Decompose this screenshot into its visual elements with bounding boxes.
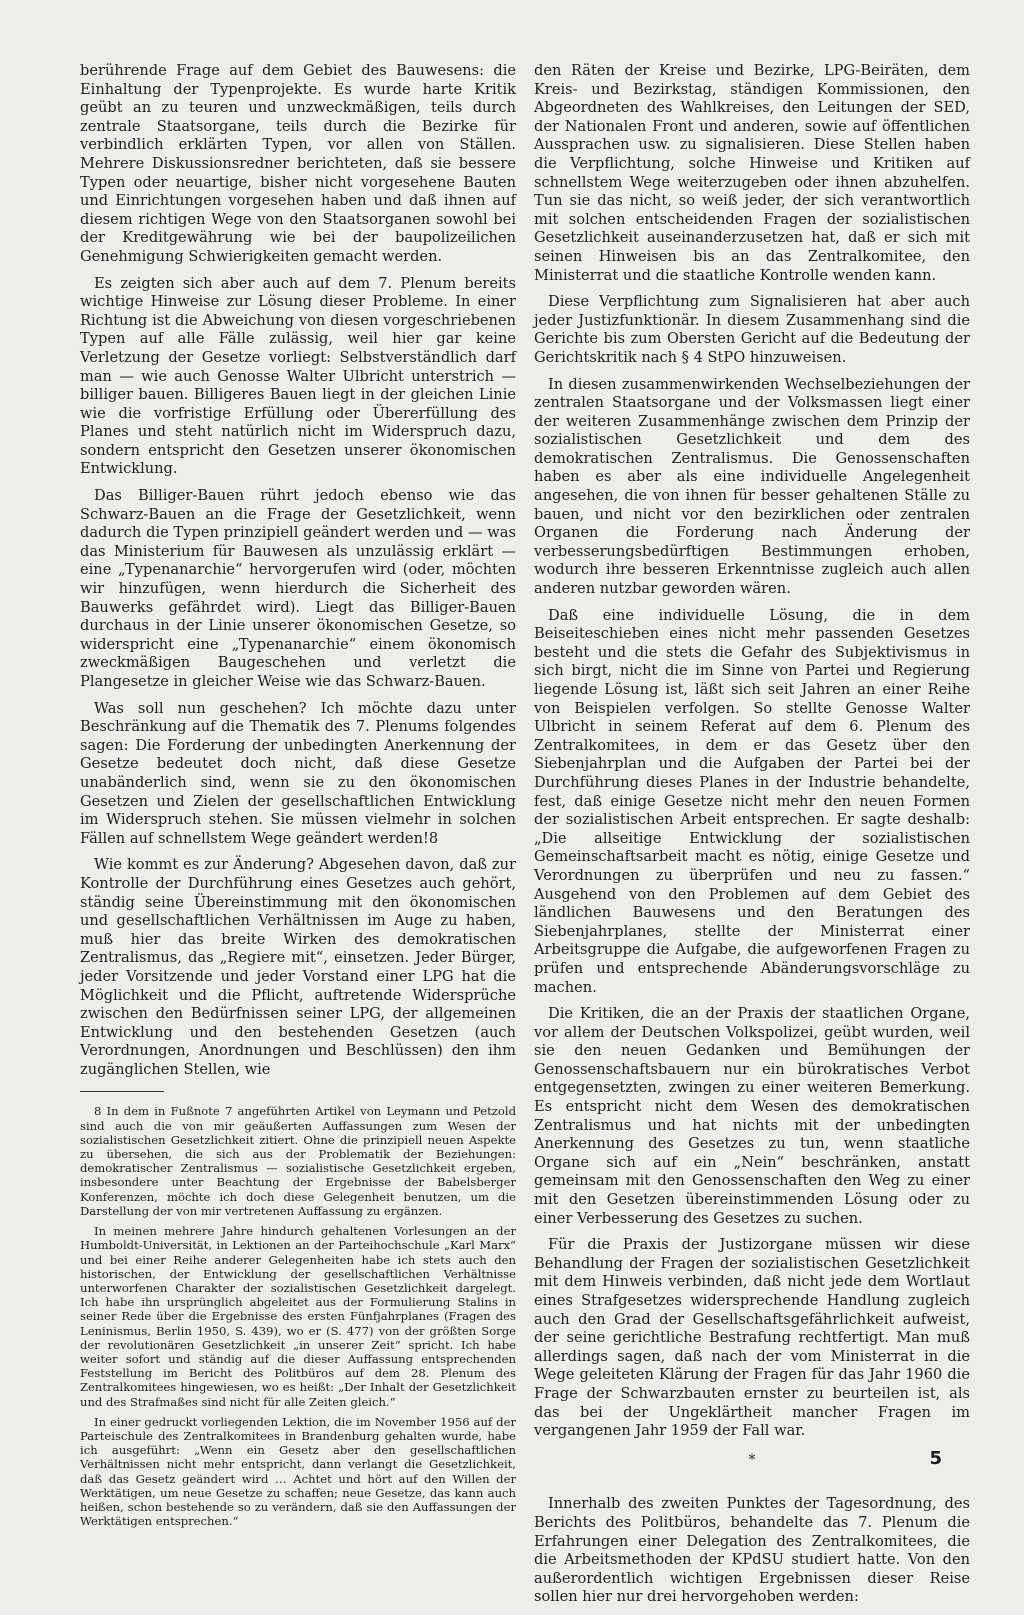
footnote-paragraph: In meinen mehrere Jahre hindurch gehaltenen Vorlesungen an der Humboldt-Universität, in Lektionen an der Parteihochschule „Karl Marx“ und bei einer Reihe anderer Gelegenheiten habe ich stets auch den historischen, der Entwicklung der gesellschaftlichen Verhältnisse unterworfenen Charakter der sozialistischen Gesetzlichkeit dargelegt. Ich habe ihn ursprünglich abgeleitet aus der Formulierung Stalins in seiner Rede über die Ergebnisse des ersten Fünfjahrplanes (Fragen des Leninismus, Berlin 1950, S. 439), wo er (S. 477) von der größten Sorge der revolutionären Gesetzlichkeit „in unserer Zeit“ spricht. Ich habe weiter sofort und ständig auf die dieser Auffassung entsprechenden Feststellung im Bericht des Politbüros auf dem 28. Plenum des Zentralkomitees hingewiesen, wo es heißt: „Der Inhalt der Gesetzlichkeit und des Strafmaßes sind nicht für alle Zeiten gleich.“ [80, 1224, 516, 1409]
body-paragraph: berührende Frage auf dem Gebiet des Bauwesens: die Einhaltung der Typenprojekte. Es wurde harte Kritik geübt an zu teuren und unzweckmäßigen, teils durch zentrale Staatsorgane, teils durch die Bezirke für verbindlich erklärten Typen, vor allen von Ställen. Mehrere Diskussionsredner berichteten, daß sie bessere Typen oder neuartige, bisher nicht vorgesehene Bauten und Einrichtungen vorgesehen haben und daß ihnen auf diesem richtigen Wege von den Staatsorganen sowohl bei der Kreditgewährung wie bei der baupolizeilichen Genehmigung Schwierigkeiten gemacht werden. [80, 62, 516, 265]
page-number: 5 [929, 1448, 942, 1469]
footnotes [80, 1104, 516, 1528]
footnote-8: 8 In dem in Fußnote 7 angeführten Artikel von Leymann und Petzold sind auch die von mir geäußerten Auffassungen zum Wesen der sozialistischen Gesetzlichkeit zitiert. Ohne die prinzipiell neuen Aspekte zu übersehen, die sich aus der Problematik der Beziehungen: demokratischer Zentralismus — sozialistische Gesetzlichkeit ergeben, insbesondere unter Beachtung der Ergebnisse der Babelsberger Konferenzen, möchte ich doch diese Gelegenheit benutzen, um die Darstellung der von mir vertretenen Auffassung zu ergänzen. [80, 1104, 516, 1218]
footnote-paragraph: In einer gedruckt vorliegenden Lektion, die im November 1956 auf der Parteischule des Zentralkomitees in Brandenburg gehalten wurde, habe ich ausgeführt: „Wenn ein Gesetz aber den gesellschaftlichen Verhältnissen nicht mehr entspricht, dann verlangt die Gesetzlichkeit, daß das Gesetz geändert wird … Achtet und hört auf den Willen der Werktätigen, um neue Gesetze zu schaffen; neue Gesetze, das kann auch heißen, schon bestehende so zu verändern, daß sie den Auffassungen der Werktätigen entsprechen.“ [80, 1414, 516, 1529]
footnote-divider [80, 1091, 164, 1092]
body-paragraph: Das Billiger-Bauen rührt jedoch ebenso wie das Schwarz-Bauen an die Frage der Gesetzlichkeit, wenn dadurch die Typen prinzipiell geändert werden und — was das Ministerium für Bauwesen als unzulässig erklärt — eine „Typenanarchie“ hervorgerufen wird (oder, möchten wir hinzufügen, wenn hierdurch die Sicherheit des Bauwerks gefährdet wird). Liegt das Billiger-Bauen durchaus in der Linie unserer ökonomischen Gesetze, so widerspricht eine „Typenanarchie“ einem ökonomisch zweckmäßigen Baugeschehen und verletzt die Plangesetze in gleicher Weise wie das Schwarz-Bauen. [80, 487, 516, 690]
body-paragraph: Wie kommt es zur Änderung? Abgesehen davon, daß zur Kontrolle der Durchführung eines Gesetzes auch gehört, ständig seine Übereinstimmung mit den ökonomischen und gesellschaftlichen Verhältnissen im Auge zu haben, muß hier das breite Wirken des demokratischen Zentralismus, das „Regiere mit“, einsetzen. Jeder Bürger, jeder Vorsitzende und jeder Vorstand einer LPG hat die Möglichkeit und die Pflicht, auftretende Widersprüche zwischen den Bedürfnissen seiner LPG, der allgemeinen Entwicklung und den bestehenden Gesetzen (auch Verordnungen, Anordnungen und Beschlüssen) den ihm zugänglichen Stellen, wie [80, 856, 516, 1078]
section-separator: * [748, 1451, 756, 1468]
body-paragraph: Für die Praxis der Justizorgane müssen wir diese Behandlung der Fragen der sozialistischen Gesetzlichkeit mit dem Hinweis verbinden, daß nicht jede dem Wortlaut eines Strafgesetzes widersprechende Handlung zugleich auch den Grad der Gesellschaftsgefährlichkeit aufweist, der seine gerichtliche Bestrafung rechtfertigt. Man muß allerdings sagen, daß nach der vom Ministerrat in die Wege geleiteten Klärung der Fragen für das Jahr 1960 die Frage der Schwarzbauten ernster zu beurteilen ist, als das bei der Ungeklärtheit mancher Fragen im vergangenen Jahr 1959 der Fall war. [534, 1236, 970, 1440]
closing-paragraph: Innerhalb des zweiten Punktes der Tagesordnung, des Berichts des Politbüros, behandelte das 7. Plenum die Erfahrungen einer Delegation des Zentralkomitees, die die Arbeitsmethoden der KPdSU studiert hatte. Von den außerordentlich wichtigen Ergebnissen dieser Reise sollen hier nur drei hervorgehoben werden: [534, 1495, 970, 1606]
right-column [534, 62, 970, 1615]
body-paragraph: In diesen zusammenwirkenden Wechselbeziehungen der zentralen Staatsorgane und der Volksmassen liegt einer der weiteren Zusammenhänge zwischen dem Prinzip der sozialistischen Gesetzlichkeit und dem des demokratischen Zentralismus. Die Genossenschaften haben es aber als eine individuelle Angelegenheit angesehen, die von ihnen für besser gehaltenen Ställe zu bauen, und nicht vor den bezirklichen oder zentralen Organen die Forderung nach Änderung der verbesserungsbedürftigen Bestimmungen erhoben, wodurch ihre besseren Erkenntnisse zugleich auch allen anderen nutzbar geworden wären. [534, 375, 970, 598]
body-paragraph: Es zeigten sich aber auch auf dem 7. Plenum bereits wichtige Hinweise zur Lösung dieser Probleme. In einer Richtung ist die Abweichung von diesen vorgeschriebenen Typen auf alle Fälle zulässig, weil hier gar keine Verletzung der Gesetze vorliegt: Selbstverständlich darf man — wie auch Genosse Walter Ulbricht unterstrich — billiger bauen. Billigeres Bauen liegt in der gleichen Linie wie die vorfristige Erfüllung oder Übererfüllung des Planes und steht natürlich nicht im Widerspruch dazu, sondern entspricht den Gesetzen unserer ökonomischen Entwicklung. [80, 274, 516, 478]
body-paragraph: Die Kritiken, die an der Praxis der staatlichen Organe, vor allem der Deutschen Volkspolizei, geübt wurden, weil sie den neuen Gedanken und Bemühungen der Genossenschaftsbauern nur ein bürokratisches Verbot entgegensetzten, zwingen zu einer weiteren Bemerkung. Es entspricht nicht dem Wesen des demokratischen Zentralismus und hat nichts mit der unbedingten Anerkennung des Gesetzes zu tun, wenn staatliche Organe sich auf ein „Nein“ beschränken, anstatt gemeinsam mit den Genossenschaften den Weg zu einer mit den Gesetzen übereinstimmenden Lösung oder zu einer Verbesserung des Gesetzes zu suchen. [534, 1005, 970, 1227]
body-paragraph: Was soll nun geschehen? Ich möchte dazu unter Beschränkung auf die Thematik des 7. Plenums folgendes sagen: Die Forderung der unbedingten Anerkennung der Gesetze bedeutet doch nicht, daß diese Gesetze unabänderlich sind, wenn sie zu den ökonomischen Gesetzen und Zielen der gesellschaftlichen Entwicklung im Widerspruch stehen. Sie müssen vielmehr in solchen Fällen auf schnellstem Wege geändert werden!8 [80, 699, 516, 847]
body-paragraph: Daß eine individuelle Lösung, die in dem Beiseiteschieben eines nicht mehr passenden Gesetzes besteht und die stets die Gefahr des Subjektivismus in sich birgt, nicht die im Sinne von Partei und Regierung liegende Lösung ist, läßt sich seit Jahren an einer Reihe von Beispielen verfolgen. So stellte Genosse Walter Ulbricht in seinem Referat auf dem 6. Plenum des Zentralkomitees, in dem er das Gesetz über den Siebenjahrplan und die Aufgaben der Partei bei der Durchführung dieses Planes in der Industrie behandelte, fest, daß einige Gesetze nicht mehr den neuen Formen der sozialistischen Arbeit entsprechen. Er sagte deshalb: „Die allseitige Entwicklung der sozialistischen Gemeinschaftsarbeit macht es nötig, einige Gesetze und Verordnungen zu überprüfen und neu zu fassen.“ Ausgehend von den Problemen auf dem Gebiet des ländlichen Bauwesens und den Beratungen des Siebenjahrplanes, stellte der Ministerrat einer Arbeitsgruppe die Aufgabe, die aufgeworfenen Fragen zu prüfen und entsprechende Abänderungsvorschläge zu machen. [534, 606, 970, 996]
body-paragraph: den Räten der Kreise und Bezirke, LPG-Beiräten, dem Kreis- und Bezirkstag, ständigen Kommissionen, den Abgeordneten des Wahlkreises, den Leitungen der SED, der Nationalen Front und anderen, sowie auf öffentlichen Aussprachen usw. zu signalisieren. Diese Stellen haben die Verpflichtung, solche Hinweise und Kritiken auf schnellstem Wege weiterzugeben oder ihnen abzuhelfen. Tun sie das nicht, so weiß jeder, der sich verantwortlich mit solchen entscheidenden Fragen der sozialistischen Gesetzlichkeit auseinanderzusetzen hat, daß er sich mit seinen Hinweisen bis an das Zentralkomitee, den Ministerrat und die staatliche Kontrolle wenden kann. [534, 62, 970, 284]
left-column [80, 62, 516, 1534]
body-paragraph: Diese Verpflichtung zum Signalisieren hat aber auch jeder Justizfunktionär. In diesem Zusammenhang sind die Gerichte bis zum Obersten Gericht auf die Bedeutung der Gerichtskritik nach § 4 StPO hinzuweisen. [534, 293, 970, 366]
